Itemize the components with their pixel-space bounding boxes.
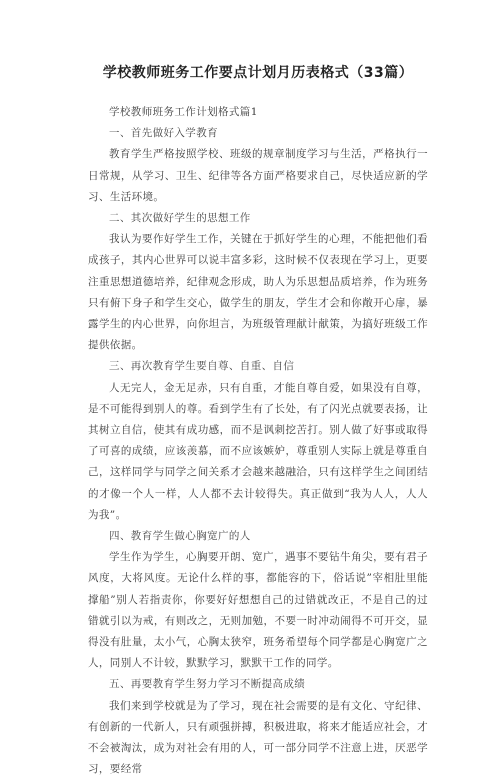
paragraph-heading-5: 五、再要教育学生努力学习不断提高成绩 [109, 678, 306, 691]
paragraph-body-3: 人无完人，金无足赤，只有自重，才能自尊自爱，如果没有自尊，是不可能得到别人的尊。看到学生有了长处，有了闪光点就要表扬，让其树立自信，使其有成功感，而不是讽刺挖苦打。别人做了好事或取得了可喜的成绩，应该羡慕，而不应该嫉妒，尊重别人实际上就是尊重自己，这样同学与同学之间关系才会越来越融洽，只有这样学生之间团结的才像一个人一样，人人都不去计较得失。真正做到“我为人人，人人为我”。 [88, 381, 428, 521]
paragraph-body-4: 学生作为学生，心胸要开朗、宽广，遇事不要钻牛角尖，要有君子风度，大将风度。无论什么样的事，都能容的下，俗话说”宰相肚里能撑船”别人若指责你，你要好好想想自己的过错就改正，不是自己的过错就引以为戒，有则改之，无则加勉，不要一时冲动闹得不可开交，显得没有肚量，太小气，心胸太狭窄，班务希望每个同学都是心胸宽广之人，同别人不计较，默默学习，默默干工作的同学。 [88, 551, 428, 670]
paragraph-body-1: 教育学生严格按照学校、班级的规章制度学习与生活，严格执行一日常规，从学习、卫生、纪律等各方面严格要求自己，尽快适应新的学习、生活环境。 [88, 148, 428, 203]
paragraph-heading-3: 三、再次教育学生要自尊、自重、自信 [109, 360, 295, 373]
paragraph-section-label: 学校教师班务工作计划格式篇1 [109, 106, 258, 118]
paragraph-body-2: 我认为要作好学生工作，关键在于抓好学生的心理，不能把他们看成孩子，其内心世界可以说丰富多彩，这时候不仅表现在学习上，更要注重思想道德培养，纪律观念形成，助人为乐思想品质培养，作为班务只有俯下身子和学生交心，做学生的朋友，学生才会和你敞开心扉，暴露学生的内心世界，向你坦言，为班级管理献计献策，为搞好班级工作提供依据。 [88, 233, 428, 352]
document-title: 学校教师班务工作要点计划月历表格式（33篇） [102, 65, 414, 81]
paragraph-body-5: 我们来到学校就是为了学习，现在社会需要的是有文化、守纪律、有创新的一代新人，只有顽强拼搏，积极进取，将来才能适应社会，才不会被淘汰，成为对社会有用的人，可一部分同学不注意上进，厌恶学习，要经常 [88, 699, 428, 776]
paragraph-heading-4: 四、教育学生做心胸宽广的人 [109, 530, 251, 543]
paragraph-heading-2: 二、其次做好学生的思想工作 [109, 212, 251, 225]
paragraph-heading-1: 一、首先做好入学教育 [109, 127, 218, 140]
